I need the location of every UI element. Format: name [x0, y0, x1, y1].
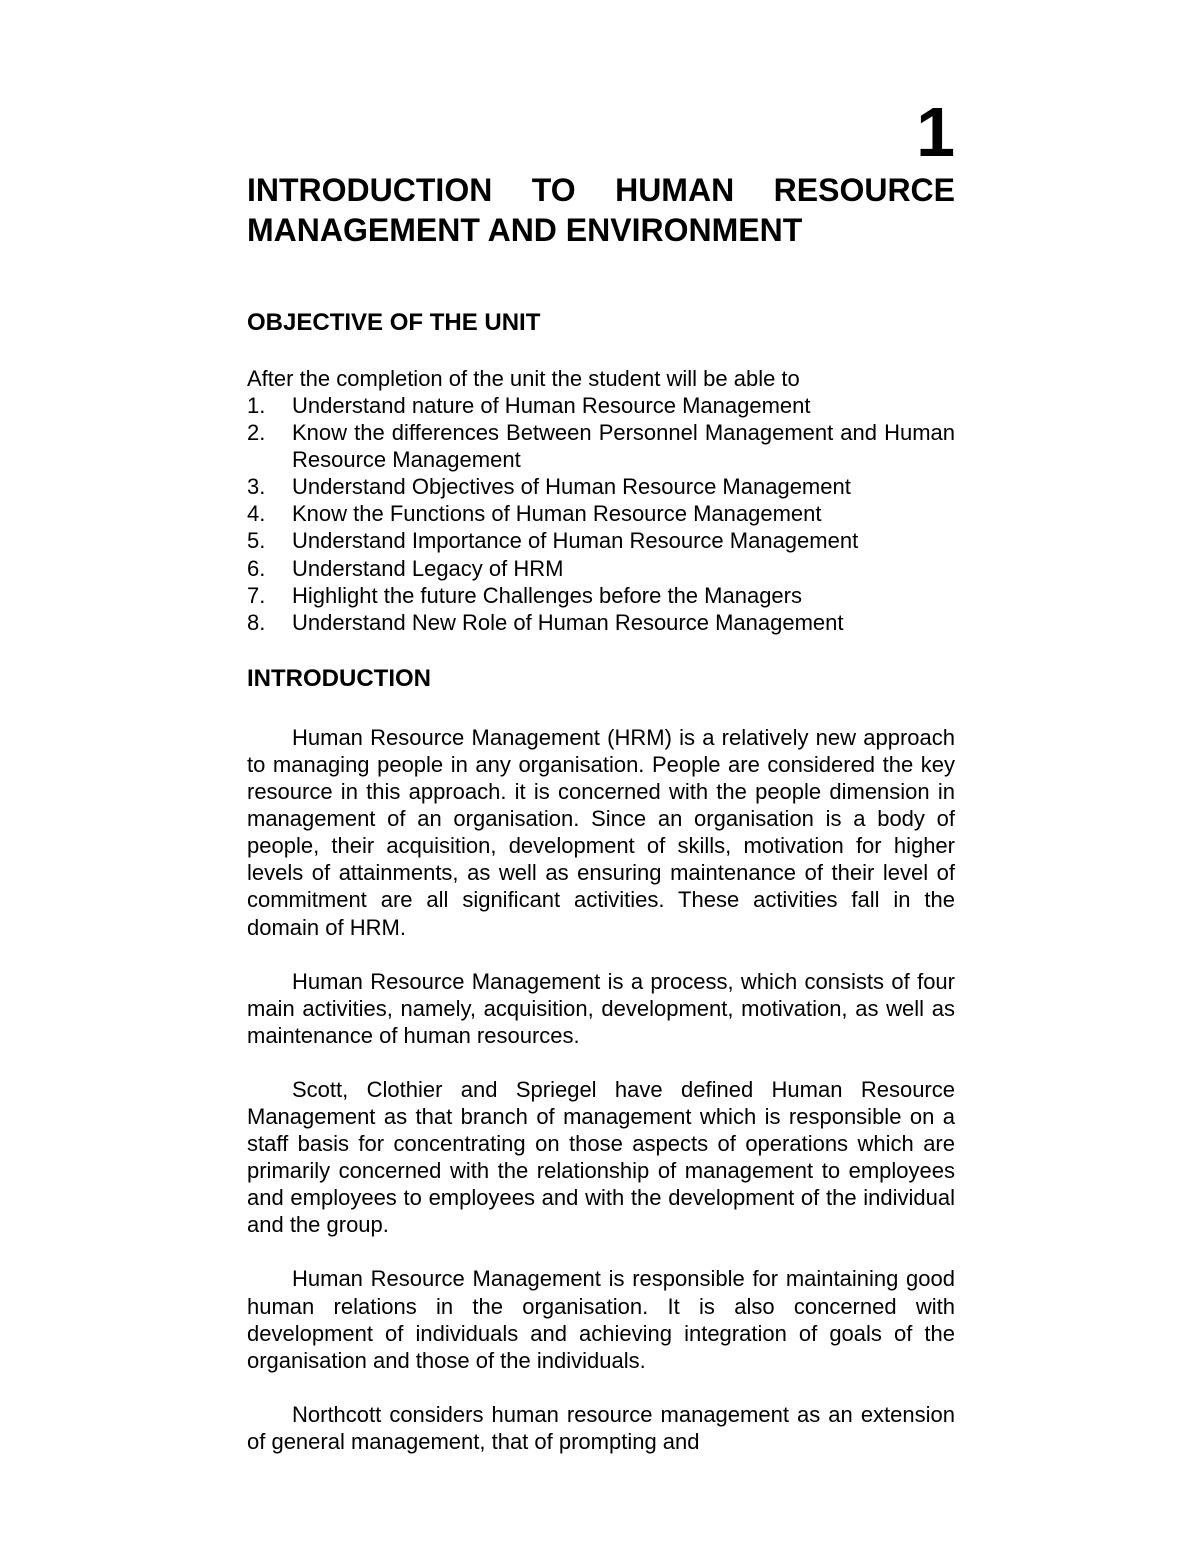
objective-number: 2.: [247, 420, 266, 446]
objective-number: 6.: [247, 555, 266, 581]
introduction-heading: INTRODUCTION: [247, 664, 431, 692]
objective-number: 7.: [247, 582, 266, 608]
objective-item: [247, 500, 955, 527]
objective-item: [247, 392, 955, 419]
objective-number: 5.: [247, 528, 266, 554]
chapter-number: 1: [916, 93, 955, 171]
objective-text: Understand Legacy of HRM: [292, 555, 564, 581]
introduction-paragraph: Human Resource Management is a process, which consists of four main activities, namely, acquisition, development, motivation, as well as maintenance of human resources.: [247, 968, 955, 1048]
objectives-list: [247, 392, 955, 636]
introduction-paragraph: Scott, Clothier and Spriegel have defined Human Resource Management as that branch of management which is responsible on a staff basis for concentrating on those aspects of operations which are primarily concerned with the relationship of management to employees and employees to employees and with the development of the individual and the group.: [247, 1076, 955, 1238]
objective-item: [247, 555, 955, 582]
introduction-paragraph: Human Resource Management is responsible for maintaining good human relations in the organisation. It is also concerned with development of individuals and achieving integration of goals of the organisation and those of the individuals.: [247, 1266, 955, 1373]
objective-text: Understand New Role of Human Resource Management: [292, 609, 844, 635]
objective-item: [247, 473, 955, 500]
objective-item: [247, 609, 955, 636]
objective-item: [247, 527, 955, 554]
objective-text: Understand nature of Human Resource Management: [292, 393, 811, 418]
objective-text: Highlight the future Challenges before the Managers: [292, 582, 802, 608]
introduction-paragraph: Human Resource Management (HRM) is a relatively new approach to managing people in any organisation. People are considered the key resource in this approach. it is concerned with the people dimension in management of an organisation. Since an organisation is a body of people, their acquisition, development of skills, motivation for higher levels of attainments, as well as ensuring maintenance of their level of commitment are all significant activities. These activities fall in the domain of HRM.: [247, 724, 955, 940]
objective-text: Know the Functions of Human Resource Management: [292, 501, 822, 527]
objective-heading: OBJECTIVE OF THE UNIT: [247, 309, 541, 336]
objective-number: 8.: [247, 609, 266, 635]
introduction-paragraph: Northcott considers human resource management as an extension of general management, that of prompting and: [247, 1401, 955, 1454]
objective-intro: After the completion of the unit the student will be able to: [247, 366, 800, 391]
objective-item: [247, 419, 955, 473]
chapter-title: [247, 170, 955, 250]
objective-text: Know the differences Between Personnel Management and Human Resource Management: [292, 420, 955, 473]
objective-item: [247, 582, 955, 609]
objective-text: Understand Objectives of Human Resource Management: [292, 474, 851, 500]
chapter-title-line-1: INTRODUCTION TO HUMAN RESOURCE: [247, 172, 955, 208]
objective-number: 3.: [247, 474, 266, 500]
objective-text: Understand Importance of Human Resource Management: [292, 528, 859, 554]
document-page: [247, 93, 955, 1455]
objective-number: 4.: [247, 501, 266, 527]
chapter-title-line-2: MANAGEMENT AND ENVIRONMENT: [247, 212, 803, 248]
objective-number: 1.: [247, 393, 266, 418]
